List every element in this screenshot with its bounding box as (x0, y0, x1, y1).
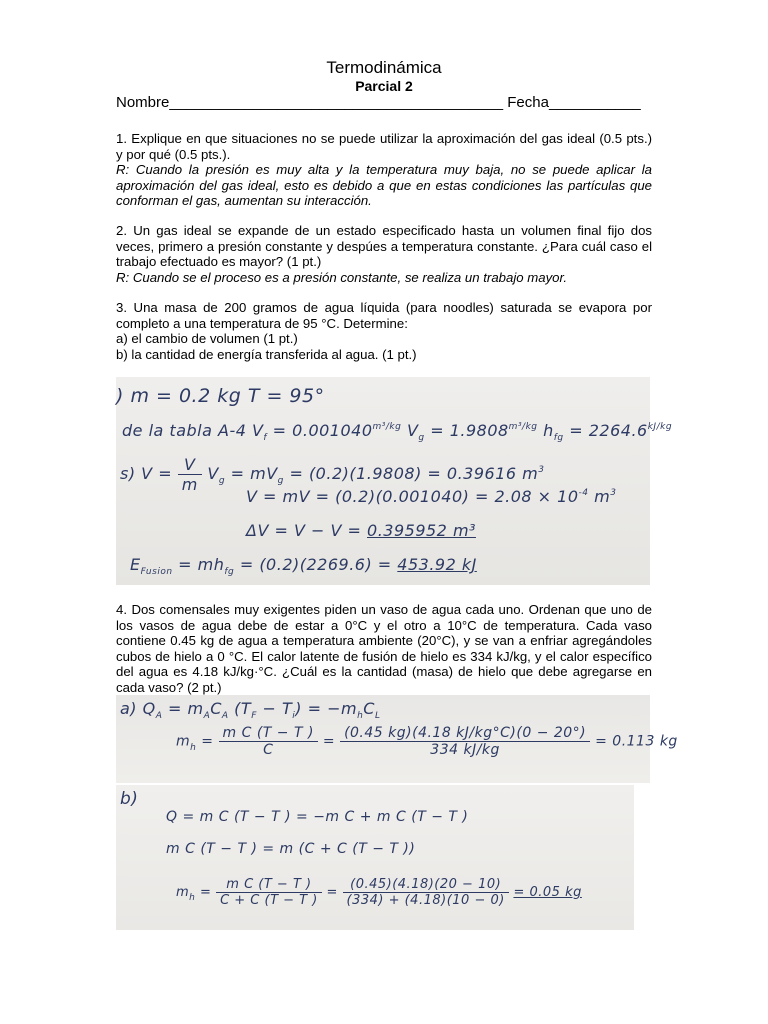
question-3 (116, 300, 652, 362)
sol4b-line-1: b) (120, 789, 139, 809)
sol3-line-3: s) V = $\frac{V}{m}$ $V_g = mV_g = (0.2)(1.9808) = 0.39616$ $m^3$ (120, 455, 545, 494)
solution-3-photo (116, 377, 673, 585)
solution-4a-photo (116, 695, 678, 783)
question-3-text: 3. Una masa de 200 gramos de agua líquida (para noodles) saturada se evapora por completo a una temperatura de 95 °C. Determine: (116, 300, 652, 331)
question-1-answer: R: Cuando la presión es muy alta y la temperatura muy baja, no se puede aplicar la aproximación del gas ideal, esto es debido a que en estas condiciones las partículas que conforman el gas, aumentan su interacción. (116, 162, 652, 208)
question-1-text: 1. Explique en que situaciones no se puede utilizar la aproximación del gas ideal (0.5 pts.) y por qué (0.5 pts.). (116, 131, 652, 162)
question-2-text: 2. Un gas ideal se expande de un estado especificado hasta un volumen final fijo dos veces, primero a presión constante y despúes a temperatura constante. ¿Para cuál caso el trabajo efectuado es mayor? (1 pt.) (116, 223, 652, 269)
question-4 (116, 602, 652, 695)
sol4b-line-4: $m_h$ = $\frac{\text{m C (T − T )}}{C + C (T - T )}$ = $\frac{(0.45)(4.18)(20 - 10)}{(334) + (4.18)(10 - 0)}$ = 0.05 kg (176, 877, 582, 908)
name-blank: ________________________________________ (169, 94, 504, 111)
name-label: Nombre (116, 94, 170, 111)
page-title: Termodinámica (326, 58, 442, 77)
sol3-line-6: $E_{Fusion} = mh_{fg} = (0.2)(2269.6) = 453.92$ kJ (130, 555, 477, 577)
sol4b-line-2: Q = m C (T − T ) = −m C + m C (T − T ) (166, 809, 469, 825)
page-subtitle: Parcial 2 (355, 78, 413, 94)
solution-4b-photo (116, 785, 634, 930)
name-date-line (116, 94, 641, 111)
sol4a-line-1: a) $Q_A = m_AC_A$ $(T_F - T_i) = -m_hC_L$ (120, 699, 381, 721)
sol3-line-5: ΔV = V − V = 0.395952 m³ (246, 521, 476, 540)
sol3-line-2: de la tabla A-4 $V_f = 0.001040^{m^3/kg}$ $V_g = 1.9808^{m^3/kg}$ $h_{fg} = 2264.6^{kJ/kg}$ (122, 421, 673, 443)
sol3-line-1: ) m = 0.2 kg T = 95° (116, 385, 325, 407)
question-2 (116, 223, 652, 285)
sol4b-line-3: m C (T − T ) = m (C + C (T − T )) (166, 841, 416, 857)
question-1 (116, 131, 652, 209)
question-2-answer: R: Cuando se el proceso es a presión constante, se realiza un trabajo mayor. (116, 269, 568, 285)
question-3-part-b: b) la cantidad de energía transferida al agua. (1 pt.) (116, 346, 417, 362)
sol4a-line-2: $m_h$ = $\frac{\text{m C (T − T )}}{C}$ = $\frac{(0.45 kg)(4.18 kJ/kg^\circ C)(0 - 20^\circ)}{334 kJ/kg}$ = 0.113 kg (176, 725, 678, 758)
date-blank: ___________ (548, 94, 641, 111)
sol3-line-4: V = mV = $(0.2)(0.001040) = 2.08 \times 10^{-4}$ $m^3$ (246, 487, 617, 506)
question-3-part-a: a) el cambio de volumen (1 pt.) (116, 331, 298, 346)
question-4-text: 4. Dos comensales muy exigentes piden un vaso de agua cada uno. Ordenan que uno de los vasos de agua debe de estar a 0°C y el otro a 10°C de temperatura. Cada vaso contiene 0.45 kg de agua a temperatura ambiente (20°C), y se van a enfriar agregándoles cubos de hielo a 0 °C. El calor latente de fusión de hielo es 334 kJ/kg, y el calor específico del agua es 4.18 kJ/kg·°C. ¿Cuál es la cantidad (masa) de hielo que debe agregarse en cada vaso? (2 pt.) (116, 602, 652, 695)
date-label: Fecha (507, 94, 549, 111)
